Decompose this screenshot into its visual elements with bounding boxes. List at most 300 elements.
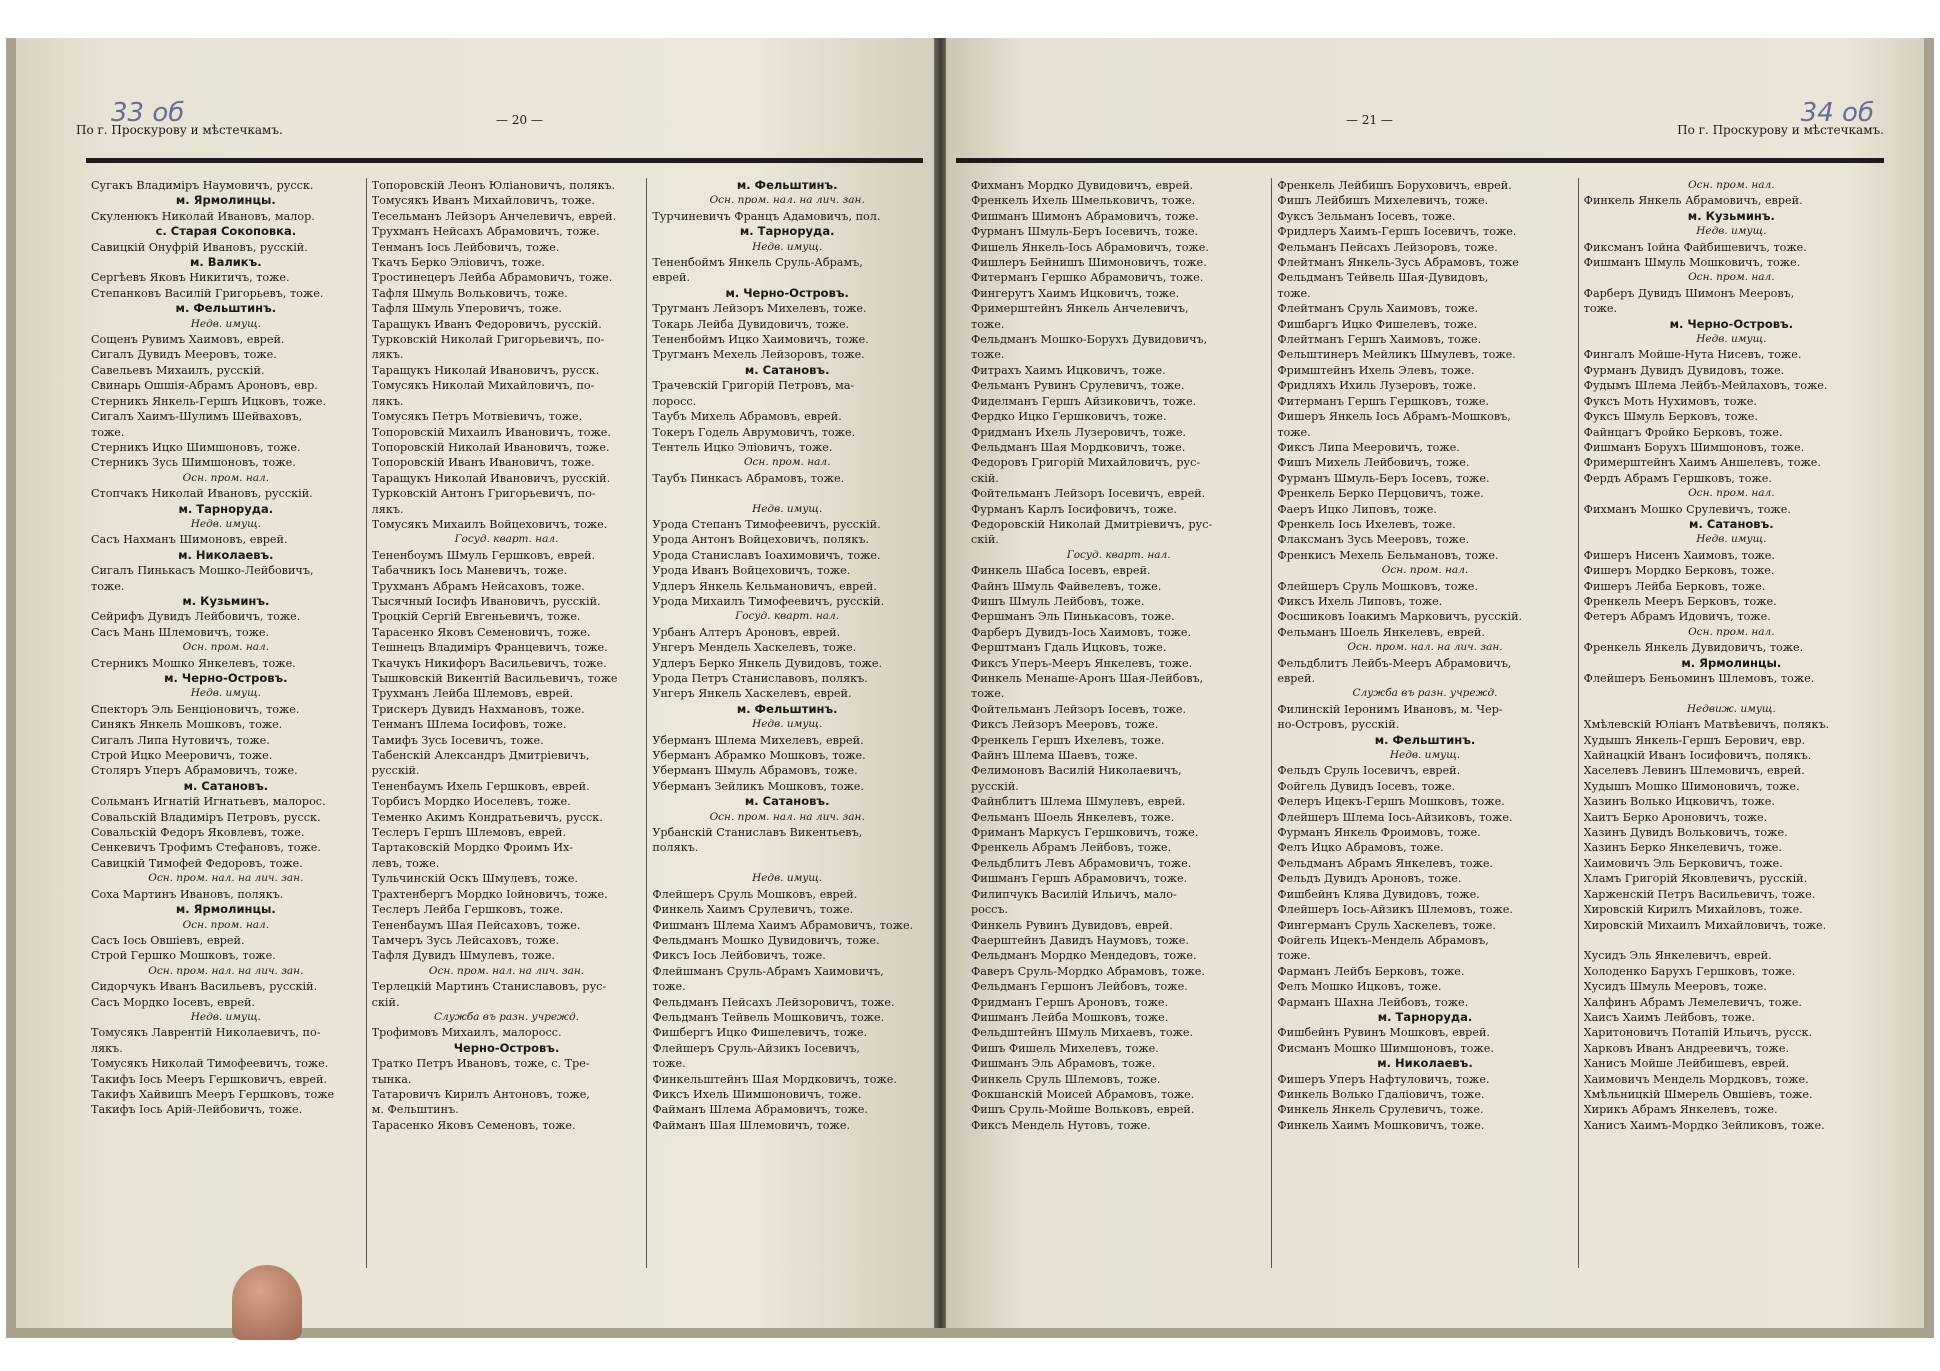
section-heading: Недв. имущ. [190,317,261,330]
left-column-1 [86,178,367,1268]
register-entry: Фридманъ Гершъ Ароновъ, тоже. [971,995,1169,1009]
register-entry: Френкель Мееръ Берковъ, тоже. [1583,594,1777,608]
register-entry: Таращукъ Николай Ивановичъ, русскій. [371,471,611,485]
register-entry: Фердко Ицко Гершковичъ, тоже. [971,410,1167,424]
register-entry: Флейтманъ Гершъ Хаимовъ, тоже. [1277,333,1482,347]
register-entry: Тесельманъ Лейзоръ Анчелевичъ, еврей. [371,209,617,223]
register-entry: Фаерштейнъ Давидъ Наумовъ, тоже. [971,933,1189,947]
register-entry: Урода Иванъ Войцеховичъ, тоже. [652,564,851,578]
register-entry: м. Фельштинъ. [371,1103,459,1117]
register-entry: Турковскій Николай Григорьевичъ, по- [371,333,605,347]
register-entry: Харженскій Петръ Васильевичъ, тоже. [1583,887,1816,901]
register-entry: Тысячный Іосифъ Ивановичъ, русскій. [371,594,601,608]
register-entry: Сощенъ Рувимъ Хаимовъ, еврей. [91,333,285,347]
register-entry: Фиксъ Мендель Нутовъ, тоже. [971,1118,1151,1132]
register-entry: Сенкевичъ Трофимъ Стефановъ, тоже. [91,841,321,855]
register-entry: Фишлеръ Бейнишъ Шимоновичъ, тоже. [971,256,1207,270]
register-entry: Тафля Шмуль Уперовичъ, тоже. [371,302,562,316]
register-entry: Фельдманъ Пейсахъ Лейзоровичъ, тоже. [652,995,895,1009]
register-entry: тоже. [652,1057,686,1071]
register-entry: Таубъ Михель Абрамовъ, еврей. [652,410,842,424]
register-entry: Теслеръ Лейба Гершковъ, тоже. [371,903,564,917]
section-heading: Госуд. кварт. нал. [735,610,840,623]
register-entry: Фурманъ Дувидъ Дувидовъ, тоже. [1583,363,1785,377]
register-entry: Троцкій Сергій Евгеньевичъ, тоже. [371,610,581,624]
register-entry: Фишбергъ Ицко Фишелевичъ, тоже. [652,1026,868,1040]
register-entry: Фишеръ Нисенъ Хаимовъ, тоже. [1583,548,1775,562]
register-entry: Фишеръ Уперъ Нафтуловичъ, тоже. [1277,1072,1490,1086]
register-entry: Тененбоймъ Янкель Сруль-Абрамъ, [652,256,863,270]
register-entry: Френкель Ихель Шмельковичъ, тоже. [971,194,1196,208]
register-entry: Трофимовъ Михаилъ, малоросс. [371,1026,562,1040]
register-entry: Финкель Шабса Іосевъ, еврей. [971,564,1151,578]
left-handwritten-folio: 33 об [111,98,185,128]
register-entry: Фуксъ Моть Нухимовъ, тоже. [1583,394,1757,408]
register-entry: Сидорчукъ Иванъ Васильевъ, русскій. [91,980,318,994]
register-entry: полякъ. [652,841,699,855]
section-heading: Осн. пром. нал. [1688,179,1775,191]
section-heading: Недв. имущ. [1696,225,1767,238]
register-entry: Фишъ Михель Лейбовичъ, тоже. [1277,456,1470,470]
register-entry: Фримерштейнъ Янкель Анчелевичъ, [971,302,1189,316]
register-entry: Уберманъ Шлема Михелевъ, еврей. [652,733,864,747]
register-entry: Сигалъ Дувидъ Мееровъ, тоже. [91,348,277,362]
register-entry: Хаисъ Хаимъ Лейбовъ, тоже. [1583,1010,1755,1024]
register-entry: Тафля Дувидъ Шмулевъ, тоже. [371,949,555,963]
register-entry: Фишель Янкель-Іось Абрамовичъ, тоже. [971,240,1209,254]
register-entry: Фишъ Лейбишъ Михелевичъ, тоже. [1277,194,1489,208]
register-entry: Топоровскій Иванъ Ивановичъ, тоже. [371,456,595,470]
register-entry: Фридлеръ Хаимъ-Гершъ Іосевичъ, тоже. [1277,225,1517,239]
register-entry: Унгеръ Мендель Хаскелевъ, тоже. [652,641,857,655]
right-header-rule [956,158,1884,163]
register-entry: Фосшиковъ Іоакимъ Марковичъ, русскій. [1277,610,1523,624]
town-heading: м. Кузьминъ. [182,593,270,608]
register-entry: Хаселевъ Левинъ Шлемовичъ, еврей. [1583,764,1805,778]
register-entry: Фельманъ Пейсахъ Лейзоровъ, тоже. [1277,240,1498,254]
town-heading: м. Сатановъ. [1689,516,1774,531]
register-entry: Флейшеръ Сруль Мошковъ, тоже. [1277,579,1478,593]
register-entry: лоросс. [652,394,697,408]
register-entry: Тругманъ Лейзоръ Михелевъ, тоже. [652,302,867,316]
register-entry: Фитерманъ Гершко Абрамовичъ, тоже. [971,271,1204,285]
town-heading: м. Черно-Островъ. [164,671,288,685]
register-entry: Урода Степанъ Тимофеевичъ, русскій. [652,517,881,531]
register-entry: Финкель Янкель Абрамовичъ, еврей. [1583,194,1803,208]
register-entry: Тафля Шмуль Вольковичъ, тоже. [371,286,568,300]
register-entry: Фитерманъ Гершъ Гершковъ, тоже. [1277,394,1490,408]
town-heading: м. Валикъ. [190,255,262,270]
register-entry: Сольманъ Игнатій Игнатьевъ, малорос. [91,795,326,809]
town-heading: м. Фельштинъ. [736,701,838,716]
register-entry: Турковскій Антонъ Григорьевичъ, по- [371,487,596,501]
register-entry: Тененбаумъ Ихель Гершковъ, еврей. [371,779,590,793]
register-entry: Уберманъ Зейликъ Мошковъ, тоже. [652,779,864,793]
section-heading: Служба въ разн. учрежд. [1352,687,1498,700]
register-entry: тоже. [1277,286,1311,300]
section-heading: Служба въ разн. учрежд. [434,1010,579,1023]
town-heading: м. Фельштинъ. [175,301,277,316]
left-header-rule [86,158,923,163]
register-entry: Фиксъ Лейзоръ Мееровъ, тоже. [971,718,1159,732]
register-entry: Фойгель Дувидъ Іосевъ, тоже. [1277,779,1456,793]
register-entry: Трухманъ Нейсахъ Абрамовичъ, тоже. [371,225,600,239]
register-entry: Фершманъ Эль Пинькасовъ, тоже. [971,610,1175,624]
town-heading: м. Тарноруда. [1377,1009,1473,1024]
register-entry: Тенманъ Шлема Іосифовъ, тоже. [371,718,567,732]
left-page-header [76,113,921,143]
register-entry: Фингерутъ Хаимъ Ицковичъ, тоже. [971,286,1180,300]
register-entry: Френкель Янкель Дувидовичъ, тоже. [1583,641,1804,655]
register-entry: Томусякъ Петръ Мотвіевичъ, тоже. [371,410,583,424]
register-entry: Трачевскій Григорій Петровъ, ма- [652,379,855,393]
register-entry: Спекторъ Эль Бенціоновичъ, тоже. [91,702,300,716]
register-entry: Стерникъ Ицко Шимшоновъ, тоже. [91,440,301,454]
register-entry: Таращукъ Иванъ Федоровичъ, русскій. [371,317,602,331]
register-entry: Фишеръ Янкель Іось Абрамъ-Мошковъ, [1277,410,1511,424]
register-entry: Фишманъ Эль Абрамовъ, тоже. [971,1057,1156,1071]
register-entry: Хировскій Кирилъ Михайловъ, тоже. [1583,903,1803,917]
register-entry: Холоденко Барухъ Гершковъ, тоже. [1583,964,1796,978]
register-entry: русскій. [971,779,1019,793]
left-page-number: — 20 — [496,113,543,127]
register-entry: Урода Антонъ Войцеховичъ, полякъ. [652,533,870,547]
register-entry: но-Островъ, русскій. [1277,718,1400,732]
register-entry: Ханисъ Хаимъ-Мордко Зейликовъ, тоже. [1583,1118,1825,1132]
register-entry: Фиксъ Ихель Шимшоновичъ, тоже. [652,1087,862,1101]
register-entry: Фишманъ Шмуль Мошковичъ, тоже. [1583,256,1801,270]
section-heading: Госуд. кварт. нал. [1066,548,1171,561]
register-entry: Фингалъ Мойше-Нута Нисевъ, тоже. [1583,348,1802,362]
register-entry: Федоровскій Николай Дмитріевичъ, рус- [971,517,1213,531]
right-page [946,38,1924,1328]
register-entry: тоже. [1277,949,1311,963]
register-entry [1584,933,1879,948]
register-entry: Ферштманъ Гдаль Ицковъ, тоже. [971,641,1167,655]
register-entry: Сасъ Іось Овшіевъ, еврей. [91,933,245,947]
register-entry: Френкель Абрамъ Лейбовъ, тоже. [971,841,1172,855]
register-entry: Фриманъ Маркусъ Гершковичъ, тоже. [971,826,1199,840]
town-heading: м. Сатановъ. [183,778,269,793]
register-entry: Фишеръ Лейба Берковъ, тоже. [1583,579,1766,593]
register-entry: Тамчеръ Зусь Лейсаховъ, тоже. [371,933,560,947]
register-entry: Френкисъ Мехель Бельмановъ, тоже. [1277,548,1499,562]
register-entry: Стерникъ Янкель-Гершъ Ицковъ, тоже. [91,394,327,408]
register-entry: Фелимоновъ Василій Николаевичъ, [971,764,1182,778]
register-entry: Фарманъ Лейбъ Берковъ, тоже. [1277,964,1465,978]
register-entry: Фримерштейнъ Хаимъ Аншелевъ, тоже. [1583,456,1821,470]
register-entry: Фарберъ Дувидъ Шимонъ Мееровъ, [1583,286,1795,300]
register-entry: Фердъ Абрамъ Гершковъ, тоже. [1583,471,1772,485]
register-entry: Скуленюкъ Николай Ивановъ, малор. [91,209,315,223]
register-entry: Хламъ Григорій Яковлевичъ, русскій. [1583,872,1808,886]
register-entry: Финкельштейнъ Шая Мордковичъ, тоже. [652,1072,897,1086]
right-column-1 [966,178,1272,1268]
register-entry: Совальскій Владиміръ Петровъ, русск. [91,810,321,824]
town-heading: м. Черно-Островъ. [725,285,849,300]
register-entry: Таращукъ Николай Ивановичъ, русск. [371,363,600,377]
register-entry: Фуксъ Шмуль Берковъ, тоже. [1583,410,1758,424]
register-entry: Трахтенбергъ Мордко Іойновичъ, тоже. [371,887,608,901]
register-entry: Фисманъ Мошко Шимшоновъ, тоже. [1277,1041,1494,1055]
register-entry: Фингерманъ Сруль Хаскелевъ, тоже. [1277,918,1496,932]
register-entry: тоже. [652,980,686,994]
register-entry: русскій. [371,764,420,778]
register-entry [1584,686,1879,701]
register-entry: скій. [971,533,999,547]
register-entry: скій. [371,995,400,1009]
register-entry: Фелъ Ицко Абрамовъ, тоже. [1277,841,1444,855]
register-entry: тоже. [971,348,1005,362]
register-entry: Фишбейнъ Клява Дувидовъ, тоже. [1277,887,1480,901]
register-entry: Топоровскій Леонъ Юліановичъ, полякъ. [371,179,616,192]
register-entry: Федоровъ Григорій Михайловичъ, рус- [971,456,1201,470]
register-entry: еврей. [652,271,691,285]
town-heading: м. Фельштинъ. [1374,732,1476,747]
register-entry: Сугакъ Владимiръ Наумовичъ, русск. [91,179,314,192]
register-entry: Хазинъ Волько Ицковичъ, тоже. [1583,795,1775,809]
register-entry: Фойгель Ицекъ-Мендель Абрамовъ, [1277,933,1489,947]
register-entry: тоже. [1277,425,1311,439]
register-entry: Фримштейнъ Ихель Элевъ, тоже. [1277,363,1475,377]
section-heading: Недв. имущ. [1696,333,1767,346]
register-entry: Урода Станиславъ Іоахимовичъ, тоже. [652,548,881,562]
register-entry: Унгеръ Янкель Хаскелевъ, еврей. [652,687,852,701]
register-entry: Флейшеръ Беньоминъ Шлемовъ, тоже. [1583,672,1815,685]
section-heading: Осн. пром. нал. [1688,271,1775,284]
register-entry: Фаверъ Сруль-Мордко Абрамовъ, тоже. [971,964,1205,978]
right-column-2 [1272,178,1578,1268]
register-entry: Тешнецъ Владиміръ Францевичъ, тоже. [371,641,608,655]
town-heading: м. Черно-Островъ. [1669,316,1794,331]
register-entry: тынка. [371,1072,412,1086]
register-entry: Синякъ Янкель Мошковъ, тоже. [91,718,283,732]
register-entry: Тененбоймъ Ицко Хаимовичъ, тоже. [652,333,869,347]
register-entry: Френкель Лейбишъ Боруховичъ, еврей. [1277,179,1512,192]
register-entry: Терлецкій Мартинъ Станиславовъ, рус- [371,980,607,994]
register-entry: Сасъ Нахманъ Шимоновъ, еврей. [91,533,288,547]
register-entry: Худышъ Янкель-Гершъ Берович, евр. [1583,733,1806,747]
town-heading: м. Николаевъ. [1377,1056,1473,1071]
register-entry: Удлеръ Янкель Кельмановичъ, еврей. [652,579,877,593]
register-entry: Теслеръ Гершъ Шлемовъ, еврей. [371,826,567,840]
register-entry: Френкель Берко Перцовичъ, тоже. [1277,487,1484,501]
register-entry: Фридманъ Ихель Лузеровичъ, тоже. [971,425,1187,439]
left-column-3 [647,178,927,1268]
register-entry: еврей. [1277,672,1316,685]
register-entry: Фиксъ Липа Мееровичъ, тоже. [1277,440,1460,454]
register-entry: Торбисъ Мордко Иоселевъ, тоже. [371,795,571,809]
register-entry: Уберманъ Абрамко Мошковъ, тоже. [652,749,866,763]
town-heading: м. Ярмолинцы. [1681,655,1782,670]
right-column-3 [1579,178,1884,1268]
section-heading: Недв. имущ. [190,1010,261,1023]
register-entry: Френкель Іось Ихелевъ, тоже. [1277,517,1456,531]
town-heading: м. Тарноруда. [739,224,835,239]
register-entry: Хмѣлевскій Юліанъ Матвѣевичъ, полякъ. [1583,718,1830,732]
register-entry: Степанковъ Василій Григорьевъ, тоже. [91,286,324,300]
register-entry [652,486,922,501]
register-entry: Фуксъ Зельманъ Іосевъ, тоже. [1277,209,1456,223]
register-entry: Флаксманъ Зусь Мееровъ, тоже. [1277,533,1470,547]
register-entry: Тененбоумъ Шмуль Гершковъ, еврей. [371,548,596,562]
register-entry: Хазинъ Дувидъ Вольковичъ, тоже. [1583,826,1788,840]
register-entry: Фиделманъ Гершъ Айзиковичъ, тоже. [971,394,1197,408]
register-entry: Фельдъ Дувидъ Ароновъ, тоже. [1277,872,1462,886]
section-heading: Недв. имущ. [190,517,261,530]
register-entry: Тентель Ицко Эліовичъ, тоже. [652,440,833,454]
town-heading: Черно-Островъ. [453,1040,560,1055]
register-entry: Томусякъ Николай Михайловичъ, по- [371,379,595,393]
section-heading: Госуд. кварт. нал. [454,533,559,546]
register-entry: Харковъ Иванъ Андреевичъ, тоже. [1583,1041,1790,1055]
register-entry: Финкель Хаимъ Срулевичъ, тоже. [652,903,854,917]
section-heading: Недвиж. имущ. [1686,702,1776,715]
register-entry: Фиксъ Іось Лейбовичъ, тоже. [652,949,826,963]
register-entry: Тратко Петръ Ивановъ, тоже, с. Тре- [371,1057,590,1071]
register-entry: Худышъ Мошко Шимоновичъ, тоже. [1583,779,1800,793]
register-entry: Такифъ Хайвишъ Мееръ Гершковъ, тоже [91,1087,335,1101]
register-entry: Харитоновичъ Потапій Ильичъ, русск. [1583,1026,1813,1040]
register-entry: Фельдштейнъ Шмуль Михаевъ, тоже. [971,1026,1194,1040]
register-entry: Фиксъ Уперъ-Мееръ Янкелевъ, тоже. [971,656,1193,670]
register-entry: Сигалъ Пинькасъ Мошко-Лейбовичъ, [91,564,314,578]
register-entry: Тарасенко Яковъ Семеновичъ, тоже. [371,625,591,639]
register-entry: Фельдманъ Тейвель Мошковичъ, тоже. [652,1010,885,1024]
register-entry: Тышковскій Викентій Васильевичъ, тоже [371,672,618,685]
register-entry: Фельманъ Рувинъ Срулевичъ, тоже. [971,379,1185,393]
section-heading: Недв. имущ. [190,687,261,700]
register-entry: Сейрифъ Дувидъ Лейбовичъ, тоже. [91,610,301,624]
register-entry: Татаровичъ Кирилъ Антоновъ, тоже, [371,1087,590,1101]
register-entry: тоже. [91,579,125,593]
register-entry: Фихманъ Мордко Дувидовичъ, еврей. [971,179,1194,192]
register-entry: Сасъ Мань Шлемовичъ, тоже. [91,625,270,639]
register-entry: Тенманъ Іось Лейбовичъ, тоже. [371,240,560,254]
register-entry: Такифъ Іось Арій-Лейбовичъ, тоже. [91,1103,303,1117]
register-entry: Фельдъ Сруль Іосевичъ, еврей. [1277,764,1461,778]
section-heading: Недв. имущ. [752,502,823,515]
register-entry: Фельдманъ Гершонъ Лейбовъ, тоже. [971,980,1188,994]
register-entry: Фридляхъ Ихиль Лузеровъ, тоже. [1277,379,1477,393]
register-entry: Файнблитъ Шлема Шмулевъ, еврей. [971,795,1186,809]
register-entry: Свинарь Ошшія-Абрамъ Ароновъ, евр. [91,379,318,393]
register-entry: Финкель Сруль Шлемовъ, тоже. [971,1072,1161,1086]
register-entry: Хайнацкій Иванъ Іосифовичъ, полякъ. [1583,749,1812,763]
register-entry: Тененбаумъ Шая Пейсаховъ, тоже. [371,918,581,932]
register-entry: Фойтельманъ Лейзоръ Іосевъ, тоже. [971,702,1187,716]
register-entry: Савельевъ Михаилъ, русскій. [91,363,265,377]
register-entry: Стопчакъ Николай Ивановъ, русскій. [91,487,313,501]
register-entry: Файнъ Шмуль Файвелевъ, тоже. [971,579,1162,593]
register-entry: Тругманъ Мехель Лейзоровъ, тоже. [652,348,865,362]
register-entry: Хаимовичъ Мендель Мордковъ, тоже. [1583,1072,1809,1086]
register-entry: Финкель Янкель Срулевичъ, тоже. [1277,1103,1484,1117]
register-entry: Хусидъ Шмуль Мееровъ, тоже. [1583,980,1767,994]
register-entry: Френкель Гершъ Ихелевъ, тоже. [971,733,1165,747]
section-heading: Осн. пром. нал. на лич. зан. [148,964,304,977]
register-entry: Ткачукъ Никифоръ Васильевичъ, тоже. [371,656,607,670]
section-heading: Осн. пром. нал. на лич. зан. [709,194,865,207]
register-entry: Филипчукъ Василій Ильичъ, мало- [971,887,1177,901]
register-entry: Флейшеръ Шлема Іось-Айзиковъ, тоже. [1277,810,1513,824]
register-entry: Фурманъ Янкель Фроимовъ, тоже. [1277,826,1481,840]
register-entry: Фишбейнъ Рувинъ Мошковъ, еврей. [1277,1026,1490,1040]
register-entry: Сасъ Мордко Іосевъ, еврей. [91,995,255,1009]
register-entry: Фельдманъ Тейвель Шая-Дувидовъ, [1277,271,1489,285]
register-entry: Токеръ Годель Аврумовичъ, тоже. [652,425,856,439]
register-entry: тоже. [971,317,1005,331]
register-entry: Фишманъ Шимонъ Абрамовичъ, тоже. [971,209,1199,223]
register-entry: Хировскій Михаилъ Михайловичъ, тоже. [1583,918,1827,932]
register-entry: Тартаковскій Мордко Фроимъ Их- [371,841,574,855]
right-page-number: — 21 — [1346,113,1393,127]
section-heading: Осн. пром. нал. [1688,487,1775,500]
register-entry: лякъ. [371,502,404,516]
register-entry: Томусякъ Лаврентій Николаевичъ, по- [91,1026,321,1040]
town-heading: м. Сатановъ. [744,794,830,809]
register-entry: Тульчинскій Оскъ Шмулевъ, тоже. [371,872,578,886]
register-entry: Фарманъ Шахна Лейбовъ, тоже. [1277,995,1469,1009]
register-entry: Токарь Лейба Дувидовичъ, тоже. [652,317,850,331]
register-entry: левъ, тоже. [371,856,440,870]
register-entry: Хаимовичъ Эль Берковичъ, тоже. [1583,856,1783,870]
town-heading: м. Николаевъ. [178,547,274,562]
register-entry: Файманъ Шлема Абрамовичъ, тоже. [652,1103,868,1117]
register-entry: Фаеръ Ицко Липовъ, тоже. [1277,502,1437,516]
town-heading: м. Ярмолинцы. [175,193,276,208]
section-heading: Осн. пром. нал. [743,456,831,469]
register-entry: Теменко Акимъ Кондратьевичъ, русск. [371,810,603,824]
register-entry: тоже. [1583,302,1618,316]
register-entry: Файнцагъ Фройко Берковъ, тоже. [1583,425,1783,439]
section-heading: Осн. пром. нал. [1381,564,1469,577]
register-entry: Филинскій Іеронимъ Ивановъ, м. Чер- [1277,702,1503,716]
register-entry: Фихманъ Мошко Срулевичъ, тоже. [1583,502,1791,516]
register-entry: Фишбаргъ Ицко Фишелевъ, тоже. [1277,317,1478,331]
register-entry: Фишеръ Мордко Берковъ, тоже. [1583,564,1775,578]
register-entry: лякъ. [371,348,404,362]
section-heading: Недв. имущ. [752,872,823,885]
register-entry: Финкель Волько Гдаліовичъ, тоже. [1277,1087,1485,1101]
register-entry: Урбанскій Станиславъ Викентьевъ, [652,826,863,840]
register-entry: Фельдманъ Мордко Мендедовъ, тоже. [971,949,1197,963]
register-entry: Хусидъ Эль Янкелевичъ, еврей. [1583,949,1772,963]
town-heading: с. Старая Сокоповка. [155,224,297,239]
register-entry: Топоровскій Михаилъ Ивановичъ, тоже. [371,425,611,439]
register-entry: Фишманъ Гершъ Абрамовичъ, тоже. [971,872,1188,886]
town-heading: м. Сатановъ. [744,362,830,377]
register-entry: Строй Ицко Мееровичъ, тоже. [91,749,273,763]
register-entry: Фурманъ Шмуль-Беръ Іосевичъ, тоже. [971,225,1199,239]
register-entry: Хаитъ Берко Ароновичъ, тоже. [1583,810,1768,824]
register-entry: Хазинъ Берко Янкелевичъ, тоже. [1583,841,1782,855]
register-entry: Совальскій Федоръ Яковлевъ, тоже. [91,826,305,840]
register-entry: Турчиневичъ Францъ Адамовичъ, пол. [652,209,881,223]
register-entry: Фельдманъ Шая Мордковичъ, тоже. [971,440,1186,454]
register-entry: Флейшеръ Сруль Мошковъ, еврей. [652,887,858,901]
register-entry: Фельдблитъ Лейбъ-Мееръ Абрамовичъ, [1277,656,1512,670]
register-entry: Фишъ Сруль-Мойше Вольковъ, еврей. [971,1103,1195,1117]
register-entry: Савицкій Тимофей Федоровъ, тоже. [91,856,303,870]
register-entry: Фудымъ Шлема Лейбъ-Мейлаховъ, тоже. [1583,379,1828,393]
right-columns [966,178,1884,1268]
register-entry: Фетеръ Абрамъ Идовичъ, тоже. [1583,610,1771,624]
town-heading: м. Кузьминъ. [1687,208,1775,223]
town-heading: м. Тарноруда. [178,501,274,516]
register-entry: Стерникъ Мошко Янкелевъ, тоже. [91,656,296,670]
register-entry: Фелеръ Ицекъ-Гершъ Мошковъ, тоже. [1277,795,1505,809]
